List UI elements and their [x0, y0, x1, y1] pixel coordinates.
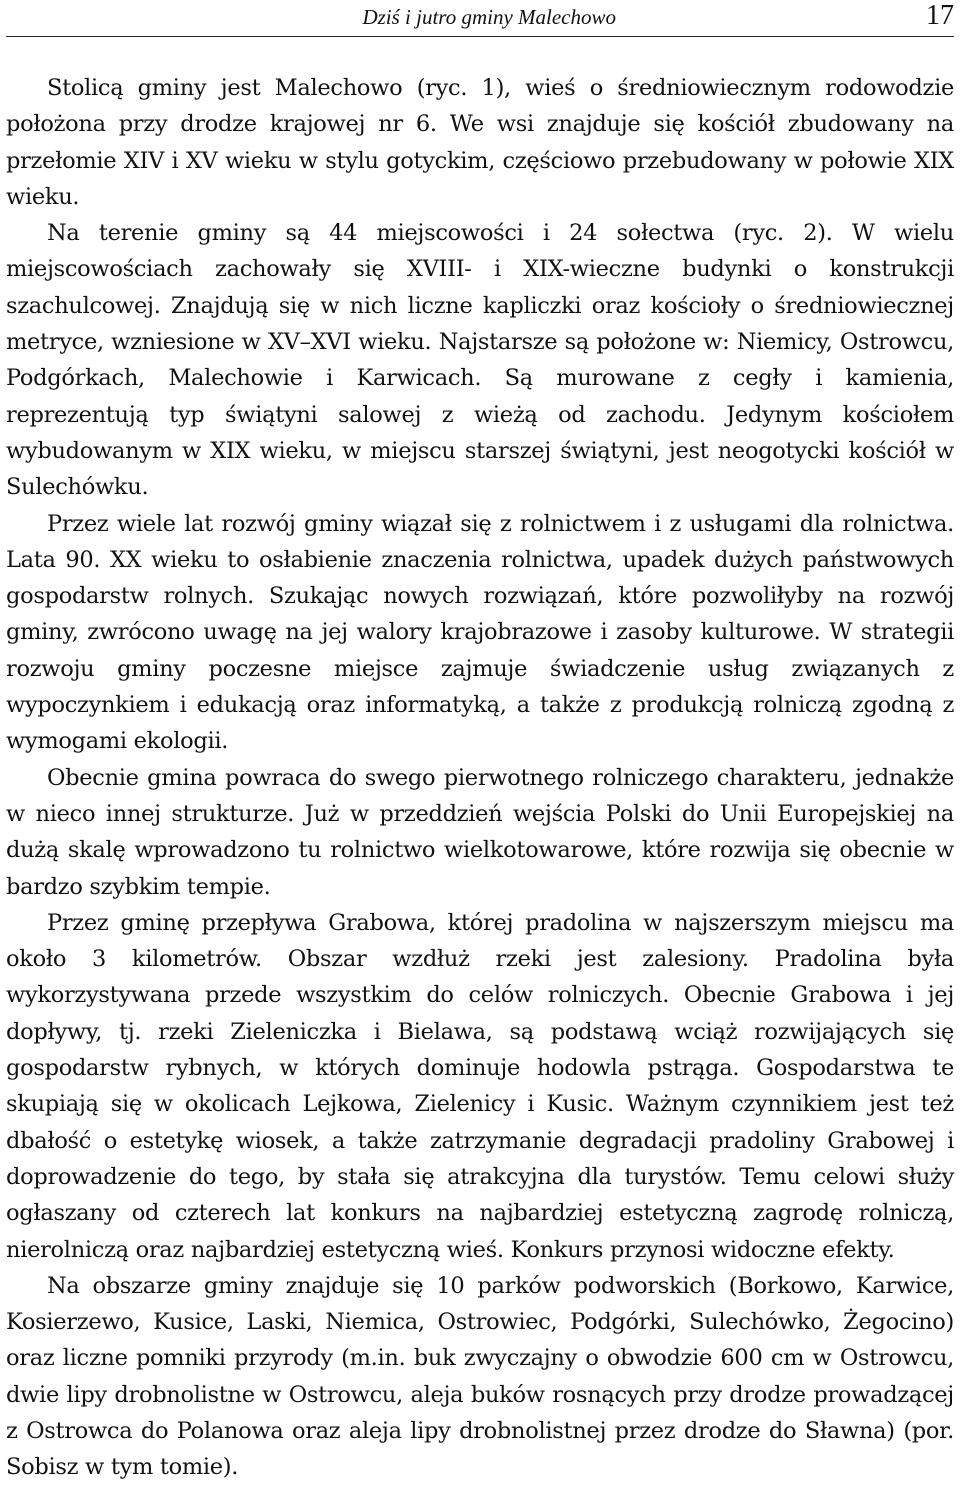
paragraph: Na terenie gminy są 44 miejscowości i 24 sołectwa (ryc. 2). W wielu miejscowościach zachowały się XVIII- i XIX-wieczne budynki o konstrukcji szachulcowej. Znajdują się w nich liczne kapliczki oraz kościoły o średniowiecznej metryce, wzniesione w XV–XVI wieku. Najstarsze są położone w: Niemicy, Ostrowcu, Podgórkach, Malechowie i Karwicach. Są murowane z cegły i kamienia, reprezentują typ świątyni salowej z wieżą od zachodu. Jedynym kościołem wybudowanym w XIX wieku, w miejscu starszej świątyni, jest neogotycki kościół w Sulechówku. [6, 220, 954, 501]
paragraph: Stolicą gminy jest Malechowo (ryc. 1), wieś o średniowiecznym rodowodzie położona przy drodze krajowej nr 6. We wsi znajduje się kościół zbudowany na przełomie XIV i XV wieku w stylu gotyckim, częściowo przebudowany w połowie XIX wieku. [6, 75, 954, 210]
running-title: Dziś i jutro gminy Malechowo [362, 5, 616, 29]
paragraph: Obecnie gmina powraca do swego pierwotnego rolniczego charakteru, jednakże w nieco innej strukturze. Już w przeddzień wejścia Polski do Unii Europejskiej na dużą skalę wprowadzono tu rolnictwo wielkotowarowe, które rozwija się obecnie w bardzo szybkim tempie. [6, 764, 954, 900]
page-number: 17 [926, 0, 954, 31]
body-text [6, 70, 954, 1486]
paragraph: Na obszarze gminy znajduje się 10 parków podworskich (Borkowo, Karwice, Kosierzewo, Kusice, Laski, Niemica, Ostrowiec, Podgórki, Sulechówko, Żegocino) oraz liczne pomniki przyrody (m.in. buk zwyczajny o obwodzie 600 cm w Ostrowcu, dwie lipy drobnolistne w Ostrowcu, aleja buków rosnących przy drodze prowadzącej z Ostrowca do Polanowa oraz aleja lipy drobnolistnej przez drodze do Sławna) (por. Sobisz w tym tomie). [6, 1272, 954, 1481]
paragraph: Przez gminę przepływa Grabowa, której pradolina w najszerszym miejscu ma około 3 kilometrów. Obszar wzdłuż rzeki jest zalesiony. Pradolina była wykorzystywana przede wszystkim do celów rolniczych. Obecnie Grabowa i jej dopływy, tj. rzeki Zieleniczka i Bielawa, są podstawą wciąż rozwijających się gospodarstw rybnych, w których dominuje hodowla pstrąga. Gospodarstwa te skupiają się w okolicach Lejkowa, Zielenicy i Kusic. Ważnym czynnikiem jest też dbałość o estetykę wiosek, a także zatrzymanie degradacji pradoliny Grabowej i doprowadzenie do tego, by stała się atrakcyjna dla turystów. Temu celowi służy ogłaszany od czterech lat konkurs na najbardziej estetyczną zagrodę rolniczą, nierolniczą oraz najbardziej estetyczną wieś. Konkurs przynosi widoczne efekty. [6, 909, 954, 1263]
running-header [6, 0, 954, 37]
paragraph: Przez wiele lat rozwój gminy wiązał się z rolnictwem i z usługami dla rolnictwa. Lata 90. XX wieku to osłabienie znaczenia rolnictwa, upadek dużych państwowych gospodarstw rolnych. Szukając nowych rozwiązań, które pozwoliłyby na rozwój gminy, zwrócono uwagę na jej walory krajobrazowe i zasoby kulturowe. W strategii rozwoju gminy poczesne miejsce zajmuje świadczenie usług związanych z wypoczynkiem i edukacją oraz informatyką, a także z produkcją rolniczą zgodną z wymogami ekologii. [6, 510, 954, 755]
